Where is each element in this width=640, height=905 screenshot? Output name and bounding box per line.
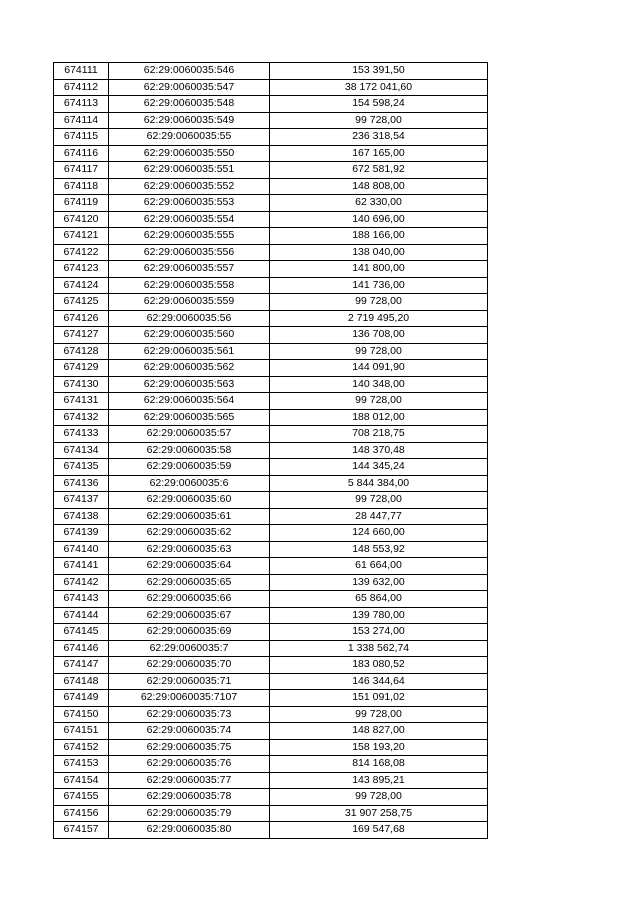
cadastral-number-cell: 62:29:0060035:550 [109,145,270,162]
row-number-cell: 674128 [54,343,109,360]
table-row [54,739,488,756]
cadastral-number-cell: 62:29:0060035:80 [109,822,270,839]
cadastral-number-cell: 62:29:0060035:6 [109,475,270,492]
table-row [54,261,488,278]
row-number-cell: 674141 [54,558,109,575]
cadastral-number-cell: 62:29:0060035:67 [109,607,270,624]
row-number-cell: 674149 [54,690,109,707]
cadastral-number-cell: 62:29:0060035:70 [109,657,270,674]
cadastral-number-cell: 62:29:0060035:73 [109,706,270,723]
row-number-cell: 674155 [54,789,109,806]
cadastral-number-cell: 62:29:0060035:559 [109,294,270,311]
cadastral-value-cell: 148 808,00 [270,178,488,195]
cadastral-number-cell: 62:29:0060035:562 [109,360,270,377]
cadastral-number-cell: 62:29:0060035:64 [109,558,270,575]
row-number-cell: 674122 [54,244,109,261]
cadastral-number-cell: 62:29:0060035:71 [109,673,270,690]
row-number-cell: 674118 [54,178,109,195]
table-row [54,376,488,393]
row-number-cell: 674129 [54,360,109,377]
cadastral-value-cell: 144 345,24 [270,459,488,476]
row-number-cell: 674132 [54,409,109,426]
cadastral-value-cell: 188 166,00 [270,228,488,245]
cadastral-value-cell: 139 780,00 [270,607,488,624]
table-row [54,789,488,806]
cadastral-value-cell: 143 895,21 [270,772,488,789]
table-row [54,426,488,443]
row-number-cell: 674137 [54,492,109,509]
row-number-cell: 674145 [54,624,109,641]
cadastral-value-cell: 1 338 562,74 [270,640,488,657]
cadastral-value-cell: 672 581,92 [270,162,488,179]
row-number-cell: 674151 [54,723,109,740]
cadastral-number-cell: 62:29:0060035:57 [109,426,270,443]
table-row [54,574,488,591]
cadastral-number-cell: 62:29:0060035:78 [109,789,270,806]
cadastral-number-cell: 62:29:0060035:76 [109,756,270,773]
cadastral-number-cell: 62:29:0060035:58 [109,442,270,459]
cadastral-number-cell: 62:29:0060035:74 [109,723,270,740]
cadastral-number-cell: 62:29:0060035:56 [109,310,270,327]
cadastral-value-cell: 99 728,00 [270,294,488,311]
cadastral-number-cell: 62:29:0060035:553 [109,195,270,212]
cadastral-value-cell: 99 728,00 [270,706,488,723]
cadastral-number-cell: 62:29:0060035:563 [109,376,270,393]
table-row [54,624,488,641]
row-number-cell: 674135 [54,459,109,476]
row-number-cell: 674120 [54,211,109,228]
cadastral-number-cell: 62:29:0060035:551 [109,162,270,179]
cadastral-number-cell: 62:29:0060035:55 [109,129,270,146]
table-row [54,145,488,162]
table-row [54,475,488,492]
table-row [54,756,488,773]
row-number-cell: 674142 [54,574,109,591]
cadastral-value-cell: 153 274,00 [270,624,488,641]
cadastral-value-cell: 148 827,00 [270,723,488,740]
cadastral-value-cell: 151 091,02 [270,690,488,707]
cadastral-value-cell: 65 864,00 [270,591,488,608]
cadastral-number-cell: 62:29:0060035:548 [109,96,270,113]
cadastral-value-cell: 99 728,00 [270,112,488,129]
row-number-cell: 674153 [54,756,109,773]
table-row [54,162,488,179]
cadastral-value-cell: 144 091,90 [270,360,488,377]
table-row [54,541,488,558]
table-row [54,178,488,195]
row-number-cell: 674152 [54,739,109,756]
table-row [54,640,488,657]
cadastral-number-cell: 62:29:0060035:558 [109,277,270,294]
cadastral-number-cell: 62:29:0060035:79 [109,805,270,822]
row-number-cell: 674123 [54,261,109,278]
cadastral-value-cell: 31 907 258,75 [270,805,488,822]
cadastral-value-cell: 28 447,77 [270,508,488,525]
row-number-cell: 674147 [54,657,109,674]
table-row [54,409,488,426]
cadastral-number-cell: 62:29:0060035:556 [109,244,270,261]
table-row [54,277,488,294]
cadastral-value-cell: 183 080,52 [270,657,488,674]
row-number-cell: 674124 [54,277,109,294]
table-row [54,772,488,789]
cadastral-value-cell: 99 728,00 [270,343,488,360]
table-row [54,657,488,674]
cadastral-value-cell: 236 318,54 [270,129,488,146]
cadastral-value-cell: 62 330,00 [270,195,488,212]
row-number-cell: 674115 [54,129,109,146]
row-number-cell: 674134 [54,442,109,459]
table-row [54,112,488,129]
cadastral-number-cell: 62:29:0060035:564 [109,393,270,410]
table-body [54,63,488,839]
table-row [54,706,488,723]
cadastral-number-cell: 62:29:0060035:547 [109,79,270,96]
cadastral-number-cell: 62:29:0060035:60 [109,492,270,509]
cadastral-number-cell: 62:29:0060035:557 [109,261,270,278]
table-row [54,195,488,212]
row-number-cell: 674131 [54,393,109,410]
cadastral-number-cell: 62:29:0060035:59 [109,459,270,476]
table-row [54,508,488,525]
cadastral-number-cell: 62:29:0060035:75 [109,739,270,756]
cadastral-number-cell: 62:29:0060035:77 [109,772,270,789]
row-number-cell: 674143 [54,591,109,608]
cadastral-value-cell: 154 598,24 [270,96,488,113]
cadastral-number-cell: 62:29:0060035:555 [109,228,270,245]
row-number-cell: 674127 [54,327,109,344]
cadastral-number-cell: 62:29:0060035:66 [109,591,270,608]
table-row [54,360,488,377]
cadastral-value-cell: 5 844 384,00 [270,475,488,492]
cadastral-value-cell: 61 664,00 [270,558,488,575]
table-row [54,244,488,261]
row-number-cell: 674125 [54,294,109,311]
cadastral-value-cell: 146 344,64 [270,673,488,690]
cadastral-value-cell: 2 719 495,20 [270,310,488,327]
table-row [54,805,488,822]
table-row [54,690,488,707]
row-number-cell: 674154 [54,772,109,789]
row-number-cell: 674139 [54,525,109,542]
table-row [54,558,488,575]
row-number-cell: 674138 [54,508,109,525]
cadastral-value-cell: 148 553,92 [270,541,488,558]
table-row [54,492,488,509]
table-row [54,79,488,96]
cadastral-value-cell: 38 172 041,60 [270,79,488,96]
row-number-cell: 674126 [54,310,109,327]
cadastral-number-cell: 62:29:0060035:549 [109,112,270,129]
cadastral-value-cell: 140 696,00 [270,211,488,228]
cadastral-value-cell: 148 370,48 [270,442,488,459]
cadastral-value-cell: 141 736,00 [270,277,488,294]
cadastral-value-cell: 99 728,00 [270,492,488,509]
row-number-cell: 674116 [54,145,109,162]
row-number-cell: 674113 [54,96,109,113]
cadastral-value-cell: 136 708,00 [270,327,488,344]
cadastral-number-cell: 62:29:0060035:63 [109,541,270,558]
cadastral-number-cell: 62:29:0060035:565 [109,409,270,426]
cadastral-number-cell: 62:29:0060035:61 [109,508,270,525]
table-row [54,96,488,113]
row-number-cell: 674150 [54,706,109,723]
cadastral-value-cell: 167 165,00 [270,145,488,162]
cadastral-value-cell: 99 728,00 [270,393,488,410]
cadastral-number-cell: 62:29:0060035:561 [109,343,270,360]
table-row [54,211,488,228]
table-row [54,393,488,410]
row-number-cell: 674136 [54,475,109,492]
cadastral-value-cell: 139 632,00 [270,574,488,591]
cadastral-number-cell: 62:29:0060035:554 [109,211,270,228]
row-number-cell: 674121 [54,228,109,245]
table-row [54,63,488,80]
table-row [54,459,488,476]
table-row [54,327,488,344]
row-number-cell: 674144 [54,607,109,624]
cadastral-value-cell: 814 168,08 [270,756,488,773]
cadastral-value-cell: 124 660,00 [270,525,488,542]
row-number-cell: 674117 [54,162,109,179]
table-row [54,129,488,146]
table-row [54,822,488,839]
cadastral-number-cell: 62:29:0060035:7 [109,640,270,657]
row-number-cell: 674140 [54,541,109,558]
row-number-cell: 674112 [54,79,109,96]
cadastral-number-cell: 62:29:0060035:69 [109,624,270,641]
row-number-cell: 674157 [54,822,109,839]
table-row [54,228,488,245]
cadastral-value-cell: 188 012,00 [270,409,488,426]
cadastral-value-cell: 158 193,20 [270,739,488,756]
cadastral-number-cell: 62:29:0060035:65 [109,574,270,591]
table-row [54,442,488,459]
row-number-cell: 674148 [54,673,109,690]
cadastral-number-cell: 62:29:0060035:546 [109,63,270,80]
cadastral-value-cell: 99 728,00 [270,789,488,806]
table-row [54,294,488,311]
cadastral-value-cell: 140 348,00 [270,376,488,393]
table-row [54,525,488,542]
row-number-cell: 674156 [54,805,109,822]
cadastral-value-cell: 138 040,00 [270,244,488,261]
cadastral-number-cell: 62:29:0060035:62 [109,525,270,542]
cadastral-value-cell: 708 218,75 [270,426,488,443]
table-row [54,673,488,690]
row-number-cell: 674133 [54,426,109,443]
cadastral-value-cell: 153 391,50 [270,63,488,80]
cadastral-number-cell: 62:29:0060035:560 [109,327,270,344]
row-number-cell: 674114 [54,112,109,129]
table-row [54,591,488,608]
cadastral-value-table [53,62,488,839]
cadastral-number-cell: 62:29:0060035:7107 [109,690,270,707]
table-row [54,310,488,327]
cadastral-value-cell: 141 800,00 [270,261,488,278]
cadastral-number-cell: 62:29:0060035:552 [109,178,270,195]
row-number-cell: 674119 [54,195,109,212]
table-row [54,607,488,624]
cadastral-value-cell: 169 547,68 [270,822,488,839]
row-number-cell: 674130 [54,376,109,393]
table-row [54,343,488,360]
table-row [54,723,488,740]
row-number-cell: 674146 [54,640,109,657]
row-number-cell: 674111 [54,63,109,80]
